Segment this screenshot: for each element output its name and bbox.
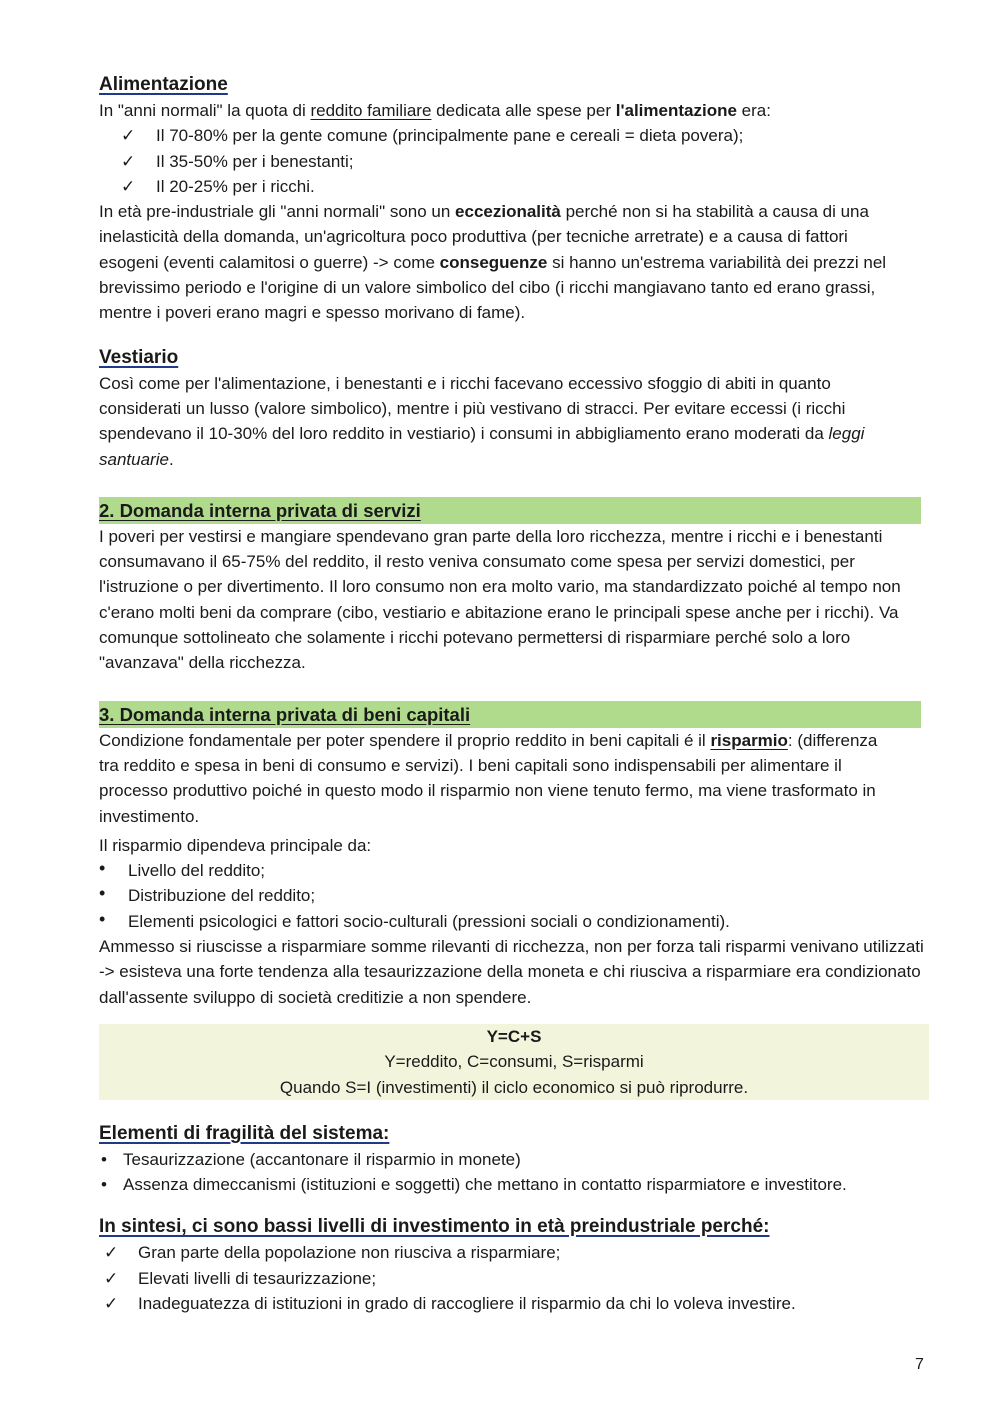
list-item: ✓ Gran parte della popolazione non riusciva a risparmiare; xyxy=(99,1240,929,1265)
formula-legend: Y=reddito, C=consumi, S=risparmi xyxy=(384,1052,644,1072)
checkmark-icon: ✓ xyxy=(121,176,136,196)
checkmark-icon: ✓ xyxy=(121,126,136,146)
capitali-paragraph-2: Ammesso si riuscisse a risparmiare somme rilevanti di ricchezza, non per forza tali risparmi venivano utilizzati -> esisteva una forte tendenza alla tesaurizzazione della moneta e chi riusciva a risparmiare era condizionato dall'assente sviluppo di società creditizie a non spendere. xyxy=(99,937,924,1007)
list-item: ✓ Elevati livelli di tesaurizzazione; xyxy=(99,1266,929,1291)
list-item: • Tesaurizzazione (accantonare il risparmio in monete) xyxy=(99,1147,929,1172)
page-number: 7 xyxy=(915,1356,924,1373)
capitali-dependency-list xyxy=(99,858,929,934)
section-heading-sintesi: In sintesi, ci sono bassi livelli di investimento in età preindustriale perché: xyxy=(99,1216,770,1238)
vestiario-paragraph: Così come per l'alimentazione, i benestanti e i ricchi facevano eccessivo sfoggio di abiti in quanto considerati un lusso (valore simbolico), mentre i più vestivano di stracci. Per evitare eccessi (i ricchi spendevano il 10-30% del loro reddito in vestiario) i consumi in abbigliamento erano moderati da leggi santuarie. xyxy=(99,373,865,469)
alimentazione-paragraph: In età pre-industriale gli "anni normali" sono un eccezionalità perché non si ha stabilità a causa di una inelasticità della domanda, un'agricoltura poco produttiva (per tecniche arretrate) e a causa di fattori esogeni (eventi calamitosi o guerre) -> come conseguenze si hanno un'estrema variabilità dei prezzi nel brevissimo periodo e l'origine di un valore simbolico del cibo (i ricchi mangiavano tanto ed erano grassi, mentre i poveri erano magri e spesso morivano di fame). xyxy=(99,202,887,323)
section-banner-servizi: 2. Domanda interna privata di servizi xyxy=(99,497,921,524)
section-heading-fragilita: Elementi di fragilità del sistema: xyxy=(99,1122,390,1144)
list-item: ✓ Il 35-50% per i benestanti; xyxy=(99,149,929,174)
list-item: • Livello del reddito; xyxy=(99,858,266,881)
list-item: ✓ Il 70-80% per la gente comune (principalmente pane e cereali = dieta povera); xyxy=(99,123,929,148)
alimentazione-list xyxy=(99,123,929,199)
section-heading-alimentazione: Alimentazione xyxy=(99,74,228,95)
document-page xyxy=(99,72,929,1316)
servizi-paragraph: I poveri per vestirsi e mangiare spendevano gran parte della loro ricchezza, mentre i ricchi e i benestanti consumavano il 65-75% del reddito, il resto veniva consumato come spesa per servizi domestici, per l'istruzione o per divertimento. Il loro consumo non era molto vario, ma standardizzato poiché al tempo non c'erano molti beni da comprare (cibo, vestiario e abitazione erano le principali spese anche per i ricchi). Va comunque sottolineato che solamente i ricchi potevano permettersi di risparmiare perché solo a loro "avanzava" della ricchezza. xyxy=(99,526,901,673)
checkmark-icon: ✓ xyxy=(104,1243,119,1263)
alimentazione-intro: In "anni normali" la quota di reddito familiare dedicata alle spese per l'alimentazione era: xyxy=(99,101,771,120)
list-item: • Elementi psicologici e fattori socio-culturali (pressioni sociali o condizionamenti). xyxy=(99,908,730,931)
checkmark-icon: ✓ xyxy=(104,1268,119,1288)
list-item: ✓ Il 20-25% per i ricchi. xyxy=(99,174,929,199)
checkmark-icon: ✓ xyxy=(104,1293,119,1313)
capitali-dependency-intro: Il risparmio dipendeva principale da: xyxy=(99,835,372,855)
bullet-icon: • xyxy=(101,1149,107,1169)
bullet-icon: • xyxy=(99,858,106,879)
formula-equation: Y=C+S xyxy=(486,1026,542,1046)
formula-box xyxy=(99,1024,929,1100)
list-item: ✓ Inadeguatezza di istituzioni in grado di raccogliere il risparmio da chi lo voleva investire. xyxy=(99,1291,929,1316)
formula-condition: Quando S=I (investimenti) il ciclo economico si può riprodurre. xyxy=(279,1077,749,1097)
checkmark-icon: ✓ xyxy=(121,151,136,171)
bullet-icon: • xyxy=(101,1175,107,1195)
list-item: • Assenza dimeccanismi (istituzioni e soggetti) che mettano in contatto risparmiatore e investitore. xyxy=(99,1172,929,1197)
bullet-icon: • xyxy=(99,908,106,929)
section-banner-capitali: 3. Domanda interna privata di beni capitali xyxy=(99,701,921,728)
list-item: • Distribuzione del reddito; xyxy=(99,883,316,906)
fragilita-list xyxy=(99,1147,929,1198)
section-heading-vestiario: Vestiario xyxy=(99,346,179,368)
sintesi-list xyxy=(99,1240,929,1316)
capitali-paragraph: Condizione fondamentale per poter spendere il proprio reddito in beni capitali é il risparmio: (differenza tra reddito e spesa in beni di consumo e servizi). I beni capitali sono indispensabili per alimentare il processo produttivo poiché in questo modo il risparmio non viene tenuto fermo, ma viene trasformato in investimento. xyxy=(99,730,878,826)
bullet-icon: • xyxy=(99,883,106,904)
